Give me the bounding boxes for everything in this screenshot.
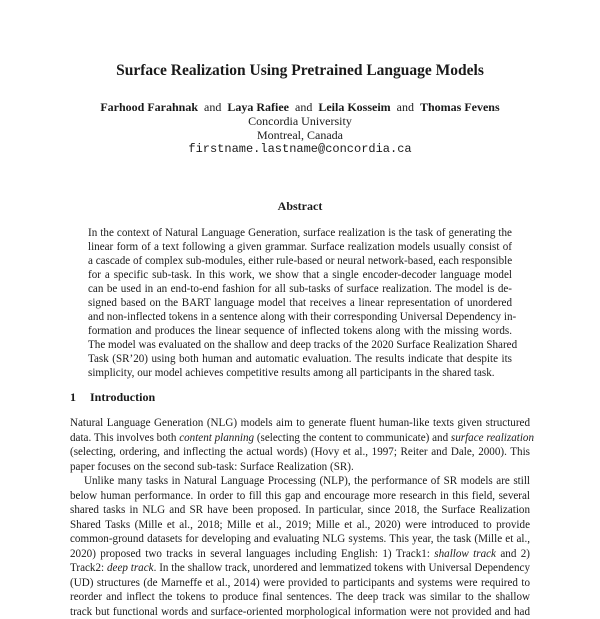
body-line (70, 547, 530, 562)
body-line (70, 561, 530, 576)
emphasis-run: deep track (107, 562, 154, 574)
text-run: (selecting the content to communicate) and (254, 432, 451, 444)
affiliation-university: Concordia University (0, 114, 600, 129)
abstract-line: and non-inflected tokens in a sentence along with their corresponding Universal Dependency in- (88, 310, 512, 324)
author-name: Leila Kosseim (318, 100, 390, 114)
body-line: track but functional words and surface-oriented morphological information were not provided and had (70, 605, 530, 619)
abstract-line: formation and produces the linear sequence of inflected tokens along with the missing words. (88, 324, 512, 338)
abstract-line: In the context of Natural Language Generation, surface realization is the task of generating the (88, 226, 512, 240)
body-line: paper focuses on the second sub-task: Surface Realization (SR). (70, 460, 530, 475)
author-email: firstname.lastname@concordia.ca (0, 142, 600, 156)
text-run: and 2) (496, 548, 530, 560)
body-line: reorder and inflect the tokens to produce final sentences. The deep track was similar to the shallow (70, 590, 530, 605)
emphasis-run: content planning (179, 432, 254, 444)
abstract-line: Task (SR’20) using both human and automatic evaluation. The results indicate that despite its (88, 352, 512, 366)
text-run: Track2: (70, 562, 107, 574)
emphasis-run: surface realization (451, 432, 534, 444)
text-run: data. This involves both (70, 432, 179, 444)
text-run: . In the shallow track, unordered and lemmatized tokens with Universal Dependency (154, 562, 530, 574)
affiliation-location: Montreal, Canada (0, 128, 600, 143)
abstract-heading: Abstract (0, 199, 600, 214)
section-heading (70, 390, 155, 405)
author-separator: and (397, 100, 414, 114)
body-line: below human performance. In order to fill this gap and encourage more research in this field, several (70, 489, 530, 504)
section-body (70, 416, 530, 619)
paper-title: Surface Realization Using Pretrained Language Models (0, 62, 600, 80)
abstract-body (88, 226, 512, 380)
abstract-line: simplicity, our model achieves competitive results among all participants in the shared task. (88, 366, 512, 380)
author-separator: and (204, 100, 221, 114)
author-separator: and (295, 100, 312, 114)
text-run: 2020) proposed two tracks in several languages including English: 1) Track1: (70, 548, 434, 560)
body-line (70, 431, 530, 446)
author-name: Farhood Farahnak (100, 100, 198, 114)
section-number: 1 (70, 390, 90, 405)
abstract-line: can be used in an end-to-end fashion for all sub-tasks of surface realization. The model is de- (88, 282, 512, 296)
body-line: Shared Tasks (Mille et al., 2018; Mille et al., 2019; Mille et al., 2020) were introduced to provide (70, 518, 530, 533)
section-title: Introduction (90, 390, 155, 404)
abstract-line: The model was evaluated on the shallow and deep tracks of the 2020 Surface Realization Shared (88, 338, 512, 352)
author-name: Laya Rafiee (227, 100, 289, 114)
emphasis-run: shallow track (434, 548, 496, 560)
body-line: Natural Language Generation (NLG) models aim to generate fluent human-like texts given structured (70, 416, 530, 431)
abstract-line: linear form of a text following a given grammar. Surface realization models usually consist of (88, 240, 512, 254)
body-line: shared tasks in NLG and SR have been proposed. In particular, since 2018, the Surface Realization (70, 503, 530, 518)
abstract-line: signed based on the BART language model that receives a linear representation of unordered (88, 296, 512, 310)
author-name: Thomas Fevens (420, 100, 500, 114)
body-line: (UD) structures (de Marneffe et al., 2014) were provided to participants and systems were required to (70, 576, 530, 591)
body-line: common-ground datasets for developing and evaluating NLG systems. This year, the task (Mille et al., (70, 532, 530, 547)
body-line: (selecting, ordering, and inflecting the actual words) (Hovy et al., 1997; Reiter and Dale, 2000). This (70, 445, 530, 460)
author-list (0, 100, 600, 115)
abstract-line: for a specific sub-task. In this work, we show that a single encoder-decoder language model (88, 268, 512, 282)
abstract-line: a cascade of complex sub-modules, either rule-based or neural network-based, each responsible (88, 254, 512, 268)
body-line: Unlike many tasks in Natural Language Processing (NLP), the performance of SR models are still (70, 474, 530, 489)
